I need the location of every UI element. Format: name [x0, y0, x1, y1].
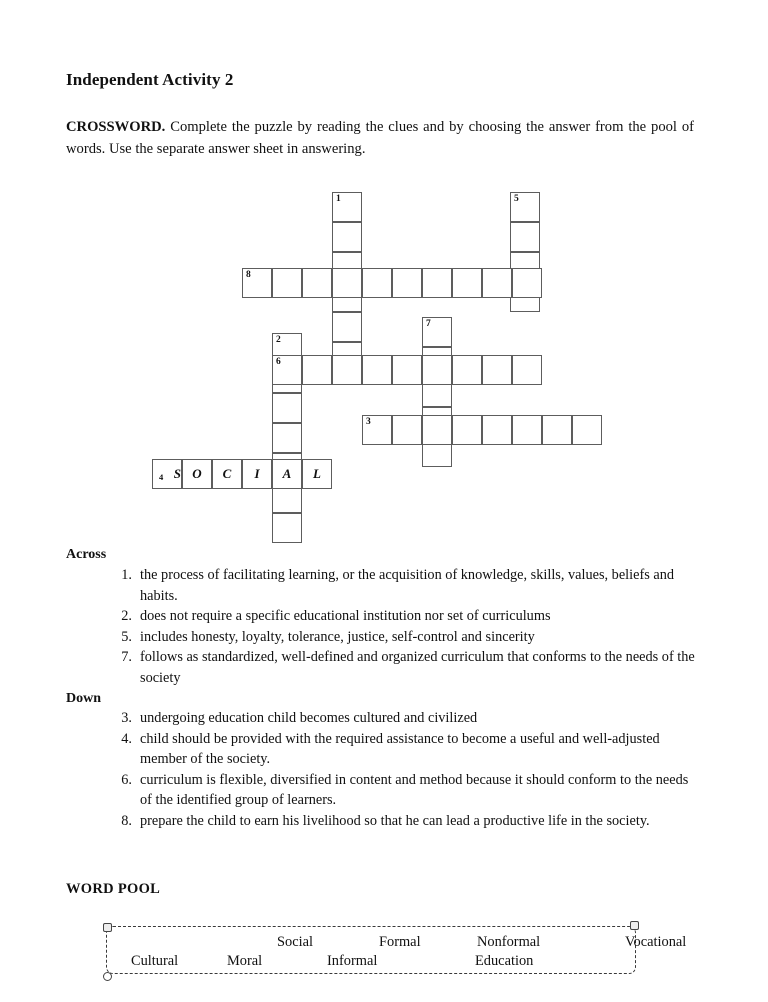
cell-number: 8 [246, 270, 251, 280]
instructions-body: Complete the puzzle by reading the clues and by choosing the answer from the pool of words. Use the separate answer sheet in answering. [66, 119, 694, 157]
word-pool-word: Formal [379, 934, 421, 950]
word-pool-word: Informal [327, 953, 378, 969]
crossword-cell[interactable] [272, 423, 302, 453]
cell-number: 1 [336, 194, 341, 204]
crossword-cell[interactable] [452, 355, 482, 385]
crossword-cell[interactable] [332, 192, 362, 222]
crossword-cell[interactable] [422, 317, 452, 347]
crossword-cell[interactable] [272, 268, 302, 298]
down-heading: Down [66, 691, 102, 706]
crossword-cell[interactable] [272, 459, 302, 489]
crossword-cell[interactable] [332, 268, 362, 298]
crossword-cell[interactable] [482, 415, 512, 445]
down-clue-item [108, 770, 698, 811]
cell-number: 3 [366, 417, 371, 427]
resize-handle-top-left-icon[interactable] [103, 923, 112, 932]
instructions-lead: CROSSWORD. [66, 119, 166, 135]
crossword-cell[interactable] [302, 268, 332, 298]
down-clue-list [108, 708, 698, 831]
crossword-cell[interactable] [272, 355, 302, 385]
word-pool-word: Moral [227, 953, 263, 969]
cell-number: 4 [159, 471, 164, 482]
crossword-cell[interactable] [572, 415, 602, 445]
resize-handle-bottom-left-icon[interactable] [103, 972, 112, 981]
clue-text: follows as standardized, well-defined and organized curriculum that conforms to the needs of the society [140, 649, 695, 686]
crossword-cell[interactable] [242, 459, 272, 489]
crossword-cell[interactable] [332, 312, 362, 342]
crossword-cell[interactable] [542, 415, 572, 445]
crossword-cell[interactable] [332, 355, 362, 385]
down-clue-item [108, 729, 698, 770]
cell-letter: O [192, 466, 202, 481]
crossword-cell[interactable] [512, 415, 542, 445]
crossword-cell[interactable] [510, 192, 540, 222]
across-heading: Across [66, 547, 107, 562]
resize-handle-top-right-icon[interactable] [630, 921, 639, 930]
cell-number: 6 [276, 357, 281, 367]
crossword-cell[interactable] [242, 268, 272, 298]
crossword-cell[interactable] [422, 355, 452, 385]
crossword-cell[interactable] [422, 268, 452, 298]
cell-number: 5 [514, 194, 519, 204]
clue-number: 4. [121, 730, 132, 747]
clue-number: 6. [121, 771, 132, 788]
crossword-cell[interactable] [510, 222, 540, 252]
cell-number: 7 [426, 319, 431, 329]
clue-number: 5. [121, 628, 132, 645]
clue-text: undergoing education child becomes cultured and civilized [140, 710, 478, 726]
word-pool-word: Vocational [625, 934, 687, 950]
clue-number: 3. [121, 710, 132, 726]
clue-number: 7. [121, 649, 132, 665]
word-pool-word: Education [475, 953, 534, 969]
word-pool-word: Social [277, 934, 313, 950]
clue-number: 1. [121, 567, 132, 583]
page-title: Independent Activity 2 [66, 70, 234, 89]
crossword-cell[interactable] [302, 459, 332, 489]
clue-text: the process of facilitating learning, or the acquisition of knowledge, skills, values, beliefs and habits. [140, 567, 675, 604]
crossword-cell[interactable] [212, 459, 242, 489]
clue-text: prepare the child to earn his livelihood so that he can lead a productive life in the society. [140, 812, 650, 829]
across-clue-item [108, 627, 698, 648]
cell-letter: C [222, 466, 232, 481]
crossword-cell[interactable] [482, 268, 512, 298]
word-pool-word: Nonformal [477, 934, 541, 950]
crossword-cell[interactable] [392, 355, 422, 385]
crossword-cell[interactable] [392, 415, 422, 445]
crossword-cell[interactable] [272, 513, 302, 543]
crossword-cell[interactable] [362, 355, 392, 385]
crossword-cell[interactable] [362, 268, 392, 298]
cell-letter: A [282, 466, 292, 481]
clue-text: includes honesty, loyalty, tolerance, justice, self-control and sincerity [140, 628, 535, 645]
cell-letter: L [313, 466, 321, 481]
crossword-cell[interactable] [152, 459, 182, 489]
cell-letter: I [254, 466, 260, 481]
down-clue-item [108, 708, 698, 729]
crossword-cell[interactable] [452, 415, 482, 445]
cell-number: 2 [276, 335, 281, 345]
clue-number: 2. [121, 608, 132, 624]
across-clue-item [108, 565, 698, 606]
crossword-cell[interactable] [422, 415, 452, 445]
clue-text: does not require a specific educational institution nor set of curriculums [140, 608, 551, 624]
word-pool-heading: WORD POOL [66, 881, 161, 897]
crossword-cell[interactable] [272, 393, 302, 423]
crossword-cell[interactable] [182, 459, 212, 489]
clue-text: curriculum is flexible, diversified in content and method because it should conform to the needs of the identified group of learners. [140, 771, 689, 808]
crossword-cell[interactable] [302, 355, 332, 385]
word-pool-box[interactable] [106, 926, 687, 974]
crossword-cell[interactable] [362, 415, 392, 445]
crossword-cell[interactable] [482, 355, 512, 385]
crossword-cell[interactable] [512, 355, 542, 385]
across-clue-list [108, 565, 698, 688]
word-pool-word: Cultural [131, 953, 179, 969]
down-clue-item [108, 811, 698, 832]
across-clue-item [108, 606, 698, 627]
crossword-cell[interactable] [392, 268, 422, 298]
cell-letter: S [173, 466, 181, 481]
crossword-cell[interactable] [512, 268, 542, 298]
crossword-cell[interactable] [452, 268, 482, 298]
clue-text: child should be provided with the required assistance to become a useful and well-adjusted member of the society. [140, 730, 660, 767]
clue-number: 8. [121, 812, 132, 829]
across-clue-item [108, 647, 698, 688]
crossword-cell[interactable] [332, 222, 362, 252]
